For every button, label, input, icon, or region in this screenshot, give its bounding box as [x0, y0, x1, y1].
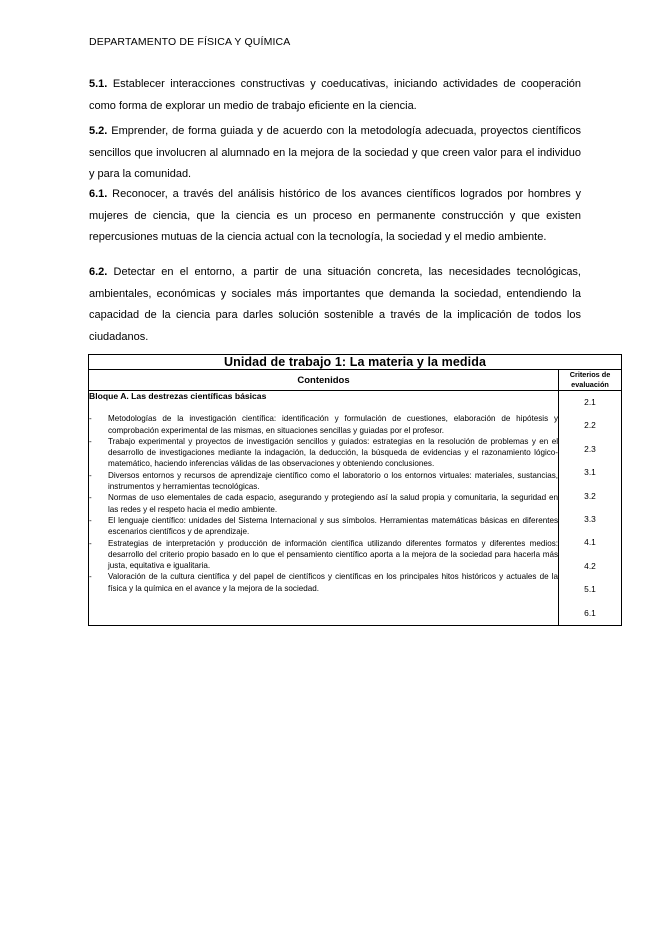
- list-item: [89, 538, 558, 572]
- list-item-text: Metodologías de la investigación científica: identificación y formulación de cuestiones, elaboración de hipótesis y comprobación experimental de las mismas, en situaciones sencillas y guiadas por el profesor.: [108, 414, 558, 435]
- dash-bullet: -: [89, 515, 92, 525]
- list-item-text: Estrategias de interpretación y producción de información científica utilizando diferentes formatos y diferentes medios: desarrollo del criterio propio basado en lo que el pensamiento científico aporta a la mejora de la sociedad para hacerla más justa, equitativa e igualitaria.: [108, 538, 558, 571]
- column-header-contenidos: Contenidos: [89, 370, 559, 391]
- criteria-code: 4.1: [584, 537, 596, 548]
- criteria-code: 3.3: [584, 513, 596, 524]
- table-row-headers: [89, 370, 622, 391]
- list-item-text: Valoración de la cultura científica y del papel de científicos y científicas en los principales hitos históricos y actuales de la física y la química en el avance y la mejora de la sociedad.: [108, 572, 558, 593]
- dash-bullet: -: [89, 493, 92, 503]
- paragraph-lead: 5.2.: [89, 125, 108, 137]
- table-row-title: [89, 355, 622, 370]
- dash-bullet: -: [89, 470, 92, 480]
- list-item-text: El lenguaje científico: unidades del Sistema Internacional y sus símbolos. Herramientas matemáticas básicas en diferentes escenarios científicos y de aprendizaje.: [108, 515, 558, 537]
- dash-bullet: -: [89, 436, 92, 446]
- content-item-list: [89, 413, 558, 594]
- table-title: Unidad de trabajo 1: La materia y la medida: [89, 355, 622, 370]
- dash-bullet: -: [89, 538, 92, 548]
- list-item-text: Trabajo experimental y proyectos de investigación sencillos y guiados: estrategias en la resolución de problemas y en el desarrollo de investigaciones mediante la indagación, la deducción, la búsqueda de evidencias y el razonamiento lógico-matemático, haciendo inferencias válidas de las observaciones y obteniendo conclusiones.: [108, 436, 558, 469]
- criteria-code: 2.3: [584, 443, 596, 454]
- criteria-code: 6.1: [584, 607, 596, 618]
- paragraph-lead: 6.1.: [89, 188, 108, 200]
- list-item: [89, 470, 558, 493]
- criteria-code: 3.2: [584, 490, 596, 501]
- paragraph-text: Emprender, de forma guiada y de acuerdo con la metodología adecuada, proyectos científicos sencillos que involucren al alumnado en la mejora de la sociedad y que creen valor para el individuo y para la comunidad.: [89, 125, 581, 180]
- criteria-code: 5.1: [584, 584, 596, 595]
- bloque-title: Bloque A. Las destrezas científicas básicas: [89, 391, 267, 401]
- criteria-code: 2.2: [584, 420, 596, 431]
- document-header: DEPARTAMENTO DE FÍSICA Y QUÍMICA: [89, 36, 291, 48]
- dash-bullet: -: [89, 414, 92, 424]
- paragraph-6-1: [89, 184, 581, 260]
- list-item: [89, 492, 558, 515]
- paragraph-text: Detectar en el entorno, a partir de una situación concreta, las necesidades tecnológicas, ambientales, económicas y sociales más importantes que demanda la sociedad, entendiendo la capacidad de la ciencia para darles solución sostenible a través de la implicación de todos los ciudadanos.: [89, 266, 581, 343]
- list-item: [89, 436, 558, 470]
- contenidos-cell: [89, 391, 559, 626]
- paragraph-text: Reconocer, a través del análisis histórico de los avances científicos logrados por hombres y mujeres de ciencia, que la ciencia es un proceso en permanente construcción y que existen repercusiones mutuas de la ciencia actual con la tecnología, la sociedad y el medio ambiente.: [89, 188, 581, 243]
- criteria-code: 2.1: [584, 397, 596, 407]
- list-item-text: Diversos entornos y recursos de aprendizaje científico como el laboratorio o los entornos virtuales: materiales, sustancias, instrumentos y herramientas tecnológicas.: [108, 470, 558, 492]
- list-item: [89, 571, 558, 594]
- paragraph-text: Establecer interacciones constructivas y coeducativas, iniciando actividades de cooperación como forma de explorar un medio de trabajo eficiente en la ciencia.: [89, 78, 581, 112]
- paragraph-lead: 5.1.: [89, 78, 108, 90]
- list-item: [89, 515, 558, 538]
- paragraph-lead: 6.2.: [89, 266, 108, 278]
- paragraph-6-2: [89, 262, 581, 359]
- list-item: [89, 413, 558, 436]
- criterios-cell: [559, 391, 622, 626]
- dash-bullet: -: [89, 572, 92, 582]
- criteria-code: 4.2: [584, 560, 596, 571]
- unit-of-work-table: [88, 354, 622, 626]
- criteria-code-list: [559, 391, 621, 625]
- criteria-code: 3.1: [584, 467, 596, 478]
- column-header-criterios: Criterios de evaluación: [559, 370, 622, 391]
- list-item-text: Normas de uso elementales de cada espacio, asegurando y protegiendo así la salud propia y comunitaria, la seguridad en las redes y el respeto hacia el medio ambiente.: [108, 493, 558, 514]
- table-row-content: [89, 391, 622, 626]
- paragraph-5-1: [89, 74, 581, 128]
